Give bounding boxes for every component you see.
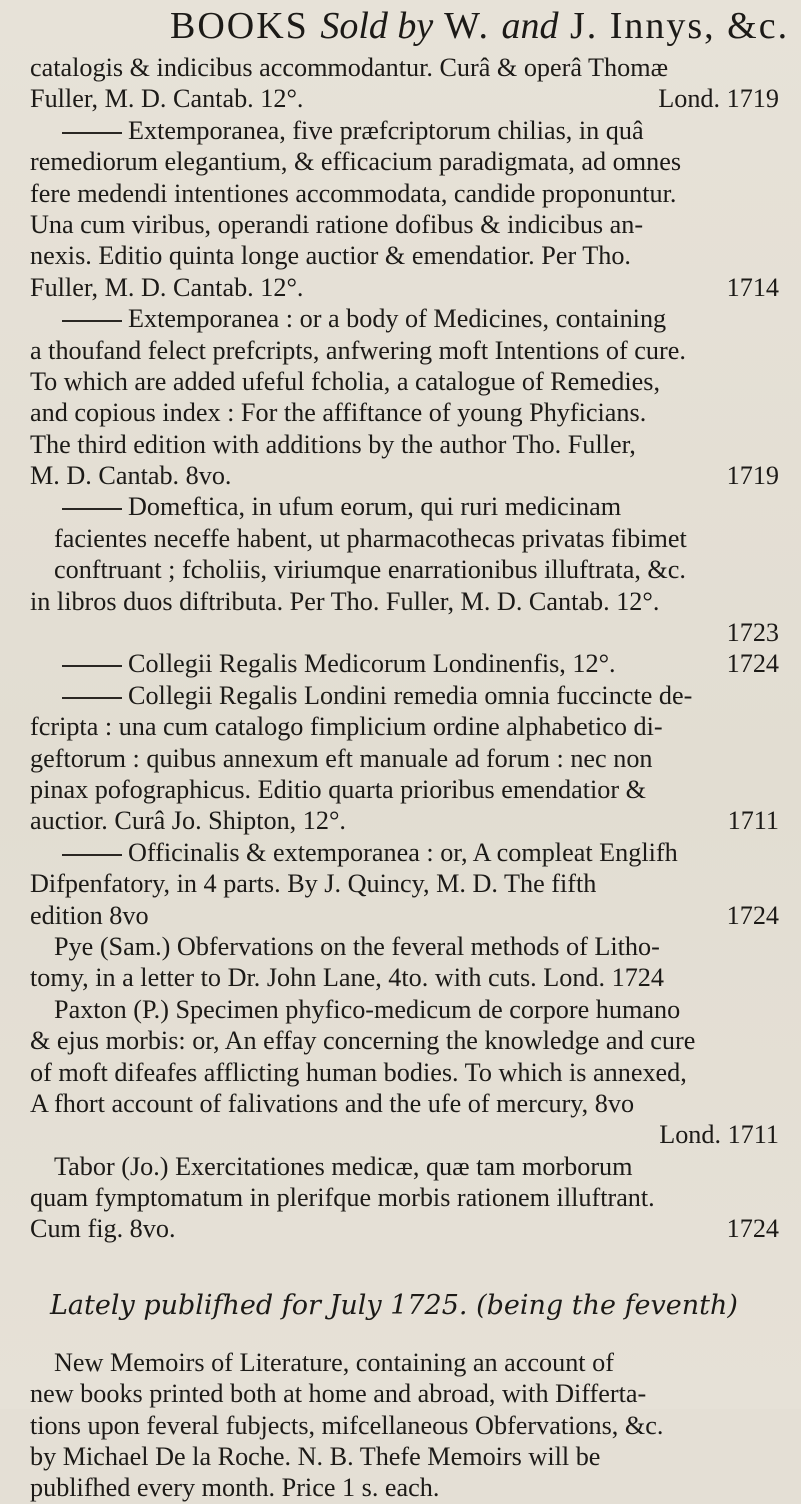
text-line — [30, 1472, 779, 1503]
text-line — [30, 1119, 779, 1150]
line-text: remediorum elegantium, & efficacium paradigmata, ad omnes — [30, 147, 682, 177]
text-line — [30, 805, 779, 836]
text-line — [30, 931, 779, 962]
line-text: a thoufand felect prefcripts, anfwering moft Intentions of cure. — [30, 335, 686, 365]
line-date — [769, 1057, 779, 1088]
text-line — [30, 586, 779, 617]
text-line — [30, 680, 779, 711]
line-text: geftorum : quibus annexum eft manuale ad forum : nec non — [30, 743, 653, 773]
line-text: Collegii Regalis Londini remedia omnia fuccincte de- — [30, 680, 692, 711]
line-date — [769, 366, 779, 397]
line-text: tions upon feveral fubjects, mifcellaneous Obfervations, &c. — [30, 1410, 664, 1440]
memoirs-text — [30, 1347, 779, 1504]
line-date: 1724 — [726, 649, 779, 679]
text-line — [30, 1088, 779, 1119]
line-text: Extemporanea, five præfcriptorum chilias, in quâ — [30, 115, 644, 146]
line-date — [769, 680, 779, 711]
text-line — [30, 523, 779, 554]
line-date — [769, 303, 779, 334]
line-text: conftruant ; fcholiis, viriumque enarrationibus illuftrata, &c. — [54, 555, 686, 585]
line-date — [769, 994, 779, 1025]
section-gap — [30, 1323, 779, 1347]
text-line — [30, 1025, 779, 1056]
header-sold-by: Sold by — [320, 5, 434, 47]
text-line — [30, 1347, 779, 1378]
line-date: 1719 — [726, 461, 779, 491]
line-date — [769, 178, 779, 209]
text-line — [30, 335, 779, 366]
line-date — [769, 523, 779, 554]
line-text: publifhed every month. Price 1 s. each. — [30, 1473, 440, 1503]
text-line — [30, 178, 779, 209]
line-text: To which are added ufeful fcholia, a catalogue of Remedies, — [30, 366, 661, 396]
line-date — [769, 1025, 779, 1056]
line-date — [769, 209, 779, 240]
line-text: Difpenfatory, in 4 parts. By J. Quincy, M. D. The fifth — [30, 869, 597, 899]
line-date: Lond. 1719 — [658, 84, 779, 114]
line-text: Extemporanea : or a body of Medicines, containing — [30, 303, 666, 334]
text-line — [30, 429, 779, 460]
line-date: Lond. 1711 — [659, 1120, 779, 1150]
line-text: facientes neceffe habent, ut pharmacothecas privatas fibimet — [54, 523, 687, 553]
text-line — [30, 366, 779, 397]
line-text: in libros duos diftributa. Per Tho. Fuller, M. D. Cantab. 12°. — [30, 586, 660, 616]
text-line — [30, 83, 779, 114]
header-innys: J. Innys, &c. — [558, 5, 790, 47]
line-text: Tabor (Jo.) Exercitationes medicæ, quæ tam morborum — [54, 1151, 633, 1181]
line-date — [769, 1182, 779, 1213]
text-line — [30, 1441, 779, 1472]
lately-published-heading: Lately publifhed for July 1725. (being the feventh) — [50, 1289, 738, 1321]
text-line — [30, 900, 779, 931]
text-line — [30, 115, 779, 146]
text-line — [30, 1057, 779, 1088]
text-line — [30, 774, 779, 805]
line-date — [769, 115, 779, 146]
line-date — [769, 240, 779, 271]
line-text: Collegii Regalis Medicorum Londinenfis, 12°. — [30, 648, 616, 679]
line-text: quam fymptomatum in plerifque morbis rationem illuftrant. — [30, 1183, 655, 1213]
line-date — [769, 774, 779, 805]
line-date — [769, 554, 779, 585]
line-text: of moft difeafes afflicting human bodies. To which is annexed, — [30, 1057, 687, 1087]
line-date: 1723 — [726, 618, 779, 648]
line-text: & ejus morbis: or, An effay concerning the knowledge and cure — [30, 1026, 696, 1056]
text-line — [30, 303, 779, 334]
line-date: 1724 — [726, 1214, 779, 1244]
header-w: W. — [433, 5, 502, 47]
text-line — [30, 1378, 779, 1409]
line-text: fcripta : una cum catalogo fimplicium ordine alphabetico di- — [30, 712, 663, 742]
text-line — [30, 962, 779, 993]
line-date — [769, 146, 779, 177]
text-line — [30, 1151, 779, 1182]
text-line — [30, 397, 779, 428]
line-text: Fuller, M. D. Cantab. 12°. — [30, 84, 304, 114]
line-text: nexis. Editio quinta longe auctior & emendatior. Per Tho. — [30, 241, 631, 271]
text-line — [30, 837, 779, 868]
line-text: A fhort account of falivations and the ufe of mercury, 8vo — [30, 1088, 635, 1118]
text-line — [30, 491, 779, 522]
line-date — [769, 397, 779, 428]
line-date: 1711 — [727, 806, 779, 836]
text-line — [30, 1182, 779, 1213]
line-date: 1724 — [726, 900, 779, 930]
line-text: edition 8vo — [30, 900, 149, 930]
line-text: by Michael De la Roche. N. B. Thefe Memoirs will be — [30, 1442, 601, 1472]
line-date — [769, 743, 779, 774]
line-date — [769, 868, 779, 899]
line-text: M. D. Cantab. 8vo. — [30, 461, 232, 491]
text-line — [30, 554, 779, 585]
line-text: and copious index : For the affiftance of young Phyficians. — [30, 398, 647, 428]
line-date — [769, 335, 779, 366]
line-text: catalogis & indicibus accommodantur. Curâ & operâ Thomæ — [30, 53, 669, 82]
line-date — [769, 1151, 779, 1182]
text-line — [30, 868, 779, 899]
line-date — [769, 1088, 779, 1119]
header-books: BOOKS — [170, 5, 321, 47]
line-date — [769, 52, 779, 83]
line-text: pinax pofographicus. Editio quarta prioribus emendatior & — [30, 774, 646, 804]
line-text: New Memoirs of Literature, containing an account of — [54, 1347, 614, 1377]
section-gap — [30, 1245, 779, 1289]
line-date: 1714 — [726, 272, 779, 302]
text-line — [30, 1213, 779, 1244]
line-date — [769, 711, 779, 742]
text-line — [30, 460, 779, 491]
line-date — [769, 837, 779, 868]
line-text: tomy, in a letter to Dr. John Lane, 4to. with cuts. Lond. 1724 — [30, 963, 664, 993]
text-line — [30, 52, 779, 83]
line-date — [769, 962, 779, 993]
text-line — [30, 743, 779, 774]
line-date — [769, 931, 779, 962]
line-text: Paxton (P.) Specimen phyfico-medicum de corpore humano — [54, 994, 681, 1024]
catalog-text — [30, 52, 779, 1245]
text-line — [30, 994, 779, 1025]
text-line — [30, 711, 779, 742]
line-text: Pye (Sam.) Obfervations on the feveral methods of Litho- — [54, 931, 660, 961]
line-text: Officinalis & extemporanea : or, A compleat Englifh — [30, 837, 678, 868]
header-and: and — [501, 5, 559, 47]
line-text: fere medendi intentiones accommodata, candide proponuntur. — [30, 178, 677, 208]
page-header — [170, 5, 790, 47]
text-line — [30, 617, 779, 648]
line-text: The third edition with additions by the author Tho. Fuller, — [30, 429, 636, 459]
text-line — [30, 648, 779, 679]
line-text: Domeftica, in ufum eorum, qui ruri medicinam — [30, 491, 621, 522]
line-date — [769, 586, 779, 617]
line-text: auctior. Curâ Jo. Shipton, 12°. — [30, 806, 346, 836]
line-date — [769, 429, 779, 460]
line-date — [769, 491, 779, 522]
line-text: Una cum viribus, operandi ratione dofibus & indicibus an- — [30, 209, 644, 239]
text-line — [30, 272, 779, 303]
text-line — [30, 1410, 779, 1441]
line-text: Cum fig. 8vo. — [30, 1214, 176, 1244]
text-line — [30, 240, 779, 271]
text-line — [30, 146, 779, 177]
line-text: new books printed both at home and abroad, with Differta- — [30, 1379, 647, 1409]
text-line — [30, 209, 779, 240]
line-text: Fuller, M. D. Cantab. 12°. — [30, 272, 304, 302]
